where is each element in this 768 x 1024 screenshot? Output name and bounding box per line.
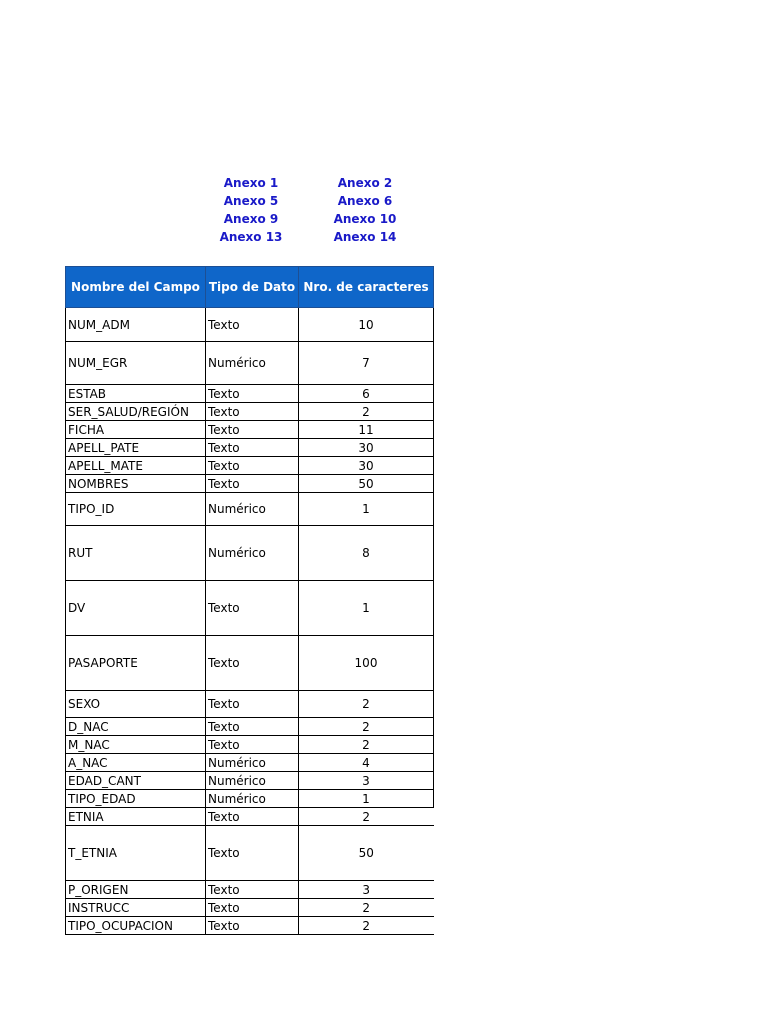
table-row: [66, 308, 434, 342]
table-row: [66, 899, 434, 917]
data-type-cell: Texto: [206, 475, 299, 493]
field-name-cell: D_NAC: [66, 718, 206, 736]
char-count-cell: 2: [299, 718, 434, 736]
char-count-cell: 50: [299, 826, 434, 881]
table-row: [66, 526, 434, 581]
char-count-cell: 30: [299, 439, 434, 457]
field-name-cell: PASAPORTE: [66, 636, 206, 691]
field-name-cell: NUM_ADM: [66, 308, 206, 342]
data-type-cell: Texto: [206, 899, 299, 917]
table-row: [66, 581, 434, 636]
field-name-cell: APELL_PATE: [66, 439, 206, 457]
data-type-cell: Texto: [206, 718, 299, 736]
data-type-cell: Numérico: [206, 790, 299, 808]
field-definition-table: [65, 266, 434, 935]
char-count-cell: 4: [299, 754, 434, 772]
char-count-cell: 3: [299, 772, 434, 790]
table-row: [66, 772, 434, 790]
field-name-cell: TIPO_ID: [66, 493, 206, 526]
field-name-cell: EDAD_CANT: [66, 772, 206, 790]
char-count-cell: 7: [299, 342, 434, 385]
char-count-cell: 100: [299, 636, 434, 691]
annex-links: [0, 174, 440, 246]
char-count-cell: 8: [299, 526, 434, 581]
data-type-cell: Texto: [206, 308, 299, 342]
table-row: [66, 493, 434, 526]
field-name-cell: INSTRUCC: [66, 899, 206, 917]
data-type-cell: Texto: [206, 808, 299, 826]
table-row: [66, 718, 434, 736]
char-count-cell: 1: [299, 581, 434, 636]
table-row: [66, 691, 434, 718]
data-type-cell: Texto: [206, 421, 299, 439]
field-name-cell: DV: [66, 581, 206, 636]
data-type-cell: Numérico: [206, 772, 299, 790]
data-type-cell: Texto: [206, 881, 299, 899]
char-count-cell: 2: [299, 917, 434, 935]
table-row: [66, 636, 434, 691]
field-name-cell: ESTAB: [66, 385, 206, 403]
data-type-cell: Texto: [206, 403, 299, 421]
table-row: [66, 826, 434, 881]
annex-row: [0, 228, 440, 246]
char-count-cell: 50: [299, 475, 434, 493]
table-row: [66, 475, 434, 493]
table-row: [66, 808, 434, 826]
field-name-cell: P_ORIGEN: [66, 881, 206, 899]
field-name-cell: ETNIA: [66, 808, 206, 826]
table-row: [66, 342, 434, 385]
data-type-cell: Texto: [206, 826, 299, 881]
char-count-cell: 2: [299, 403, 434, 421]
annex-row: [0, 174, 440, 192]
data-type-cell: Texto: [206, 636, 299, 691]
annex-9-link[interactable]: Anexo 9: [223, 212, 279, 226]
column-header-field-name: Nombre del Campo: [66, 267, 206, 308]
char-count-cell: 6: [299, 385, 434, 403]
annex-13-link[interactable]: Anexo 13: [219, 230, 283, 244]
field-name-cell: TIPO_OCUPACION: [66, 917, 206, 935]
table-header-row: [66, 267, 434, 308]
field-name-cell: M_NAC: [66, 736, 206, 754]
table-row: [66, 385, 434, 403]
table-row: [66, 917, 434, 935]
annex-6-link[interactable]: Anexo 6: [337, 194, 393, 208]
annex-1-link[interactable]: Anexo 1: [223, 176, 279, 190]
table-row: [66, 457, 434, 475]
table-row: [66, 790, 434, 808]
table-row: [66, 736, 434, 754]
field-name-cell: SER_SALUD/REGIÓN: [66, 403, 206, 421]
table-row: [66, 754, 434, 772]
data-type-cell: Texto: [206, 439, 299, 457]
char-count-cell: 2: [299, 736, 434, 754]
char-count-cell: 11: [299, 421, 434, 439]
char-count-cell: 3: [299, 881, 434, 899]
field-name-cell: NUM_EGR: [66, 342, 206, 385]
annex-10-link[interactable]: Anexo 10: [333, 212, 397, 226]
annex-5-link[interactable]: Anexo 5: [223, 194, 279, 208]
table-row: [66, 403, 434, 421]
char-count-cell: 30: [299, 457, 434, 475]
annex-row: [0, 192, 440, 210]
data-type-cell: Texto: [206, 917, 299, 935]
field-name-cell: RUT: [66, 526, 206, 581]
field-name-cell: T_ETNIA: [66, 826, 206, 881]
table-row: [66, 881, 434, 899]
field-name-cell: A_NAC: [66, 754, 206, 772]
field-name-cell: NOMBRES: [66, 475, 206, 493]
char-count-cell: 2: [299, 899, 434, 917]
data-type-cell: Texto: [206, 457, 299, 475]
column-header-data-type: Tipo de Dato: [206, 267, 299, 308]
field-name-cell: FICHA: [66, 421, 206, 439]
annex-14-link[interactable]: Anexo 14: [333, 230, 397, 244]
table-row: [66, 421, 434, 439]
data-type-cell: Numérico: [206, 342, 299, 385]
data-type-cell: Texto: [206, 691, 299, 718]
data-type-cell: Texto: [206, 581, 299, 636]
field-name-cell: SEXO: [66, 691, 206, 718]
table-row: [66, 439, 434, 457]
annex-row: [0, 210, 440, 228]
data-type-cell: Numérico: [206, 493, 299, 526]
annex-2-link[interactable]: Anexo 2: [337, 176, 393, 190]
data-type-cell: Texto: [206, 385, 299, 403]
char-count-cell: 2: [299, 691, 434, 718]
field-name-cell: APELL_MATE: [66, 457, 206, 475]
char-count-cell: 1: [299, 790, 434, 808]
char-count-cell: 2: [299, 808, 434, 826]
data-type-cell: Numérico: [206, 526, 299, 581]
char-count-cell: 1: [299, 493, 434, 526]
data-type-cell: Numérico: [206, 754, 299, 772]
column-header-char-count: Nro. de caracteres: [299, 267, 434, 308]
char-count-cell: 10: [299, 308, 434, 342]
data-type-cell: Texto: [206, 736, 299, 754]
field-name-cell: TIPO_EDAD: [66, 790, 206, 808]
